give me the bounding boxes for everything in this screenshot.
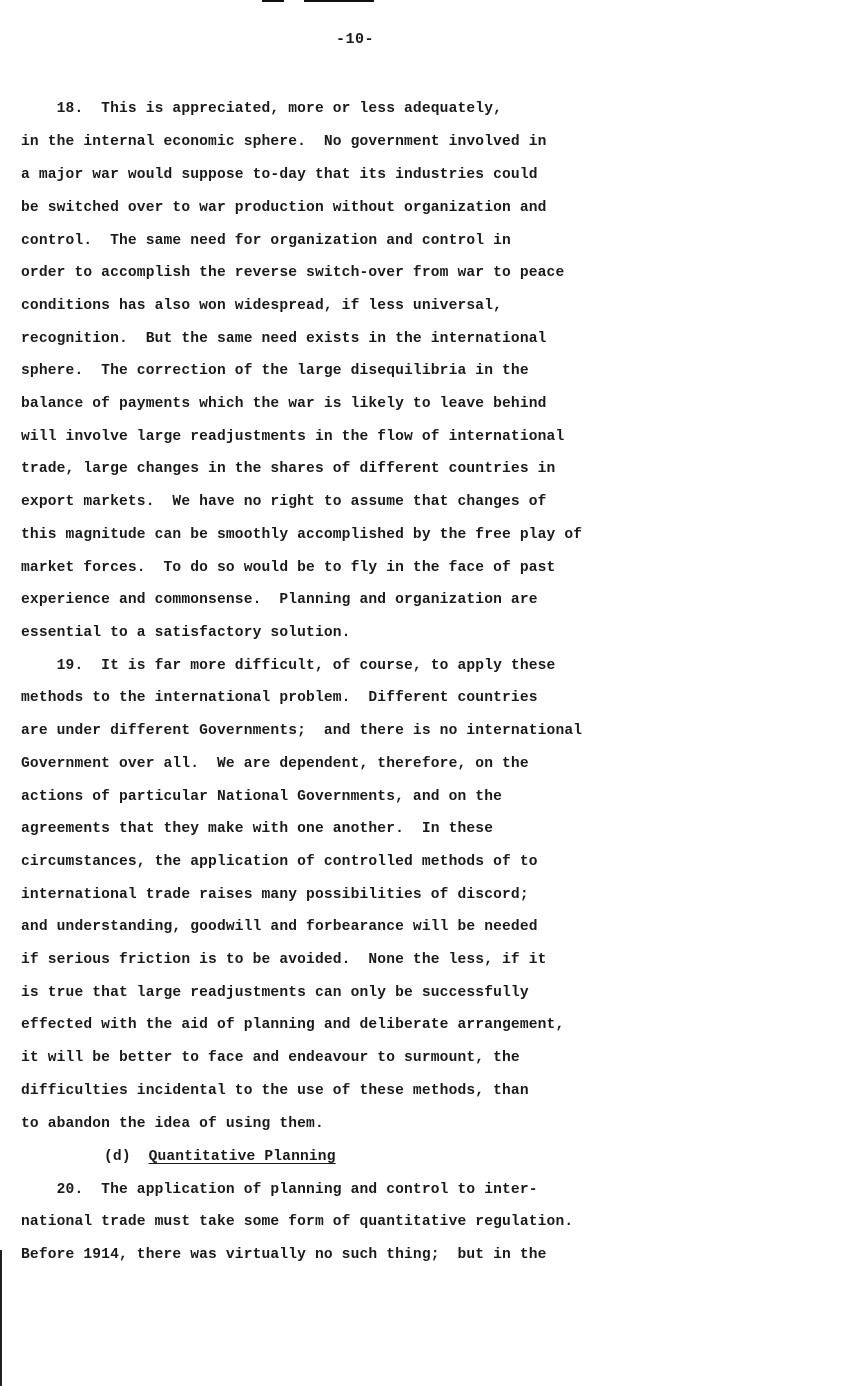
text-line: be switched over to war production without organization and bbox=[21, 200, 547, 216]
text-line: difficulties incidental to the use of these methods, than bbox=[21, 1083, 529, 1099]
text-line: in the internal economic sphere. No government involved in bbox=[21, 134, 547, 150]
text-line: circumstances, the application of controlled methods of to bbox=[21, 854, 538, 870]
text-line: Government over all. We are dependent, therefore, on the bbox=[21, 756, 529, 772]
text-line: it will be better to face and endeavour to surmount, the bbox=[21, 1050, 520, 1066]
text-line: trade, large changes in the shares of different countries in bbox=[21, 461, 556, 477]
top-rule-right bbox=[304, 0, 374, 2]
section-label: (d) bbox=[104, 1149, 131, 1165]
text-line: order to accomplish the reverse switch-over from war to peace bbox=[21, 265, 565, 281]
page-number: -10- bbox=[335, 31, 374, 48]
text-line: will involve large readjustments in the flow of international bbox=[21, 429, 565, 445]
text-line: is true that large readjustments can only be successfully bbox=[21, 985, 529, 1001]
text-line: experience and commonsense. Planning and organization are bbox=[21, 592, 538, 608]
text-line: actions of particular National Governments, and on the bbox=[21, 789, 503, 805]
text-line: agreements that they make with one another. In these bbox=[21, 821, 494, 837]
top-rule-left bbox=[262, 0, 284, 2]
text-line: effected with the aid of planning and deliberate arrangement, bbox=[21, 1017, 565, 1033]
text-line: recognition. But the same need exists in the international bbox=[21, 331, 547, 347]
text-line: export markets. We have no right to assume that changes of bbox=[21, 494, 547, 510]
text-line: national trade must take some form of quantitative regulation. bbox=[21, 1214, 574, 1230]
text-line: sphere. The correction of the large disequilibria in the bbox=[21, 363, 529, 379]
text-line: a major war would suppose to-day that its industries could bbox=[21, 167, 538, 183]
text-line: and understanding, goodwill and forbearance will be needed bbox=[21, 919, 538, 935]
section-title: Quantitative Planning bbox=[148, 1149, 336, 1165]
text-line: this magnitude can be smoothly accomplished by the free play of bbox=[21, 527, 583, 543]
text-line: Before 1914, there was virtually no such thing; but in the bbox=[21, 1247, 547, 1263]
text-line: are under different Governments; and there is no international bbox=[21, 723, 583, 739]
text-line: 18. This is appreciated, more or less adequately, bbox=[21, 101, 503, 117]
text-line: 19. It is far more difficult, of course, to apply these bbox=[21, 658, 556, 674]
text-line: international trade raises many possibilities of discord; bbox=[21, 887, 529, 903]
text-line: methods to the international problem. Different countries bbox=[21, 690, 538, 706]
text-line: essential to a satisfactory solution. bbox=[21, 625, 351, 641]
section-heading bbox=[104, 1147, 336, 1167]
text-line: conditions has also won widespread, if less universal, bbox=[21, 298, 503, 314]
text-line: to abandon the idea of using them. bbox=[21, 1116, 324, 1132]
page-edge-mark bbox=[0, 1250, 2, 1386]
text-line: market forces. To do so would be to fly in the face of past bbox=[21, 560, 556, 576]
text-line: if serious friction is to be avoided. None the less, if it bbox=[21, 952, 547, 968]
text-line: control. The same need for organization and control in bbox=[21, 233, 511, 249]
text-line: balance of payments which the war is likely to leave behind bbox=[21, 396, 547, 412]
text-line: 20. The application of planning and control to inter- bbox=[21, 1182, 538, 1198]
